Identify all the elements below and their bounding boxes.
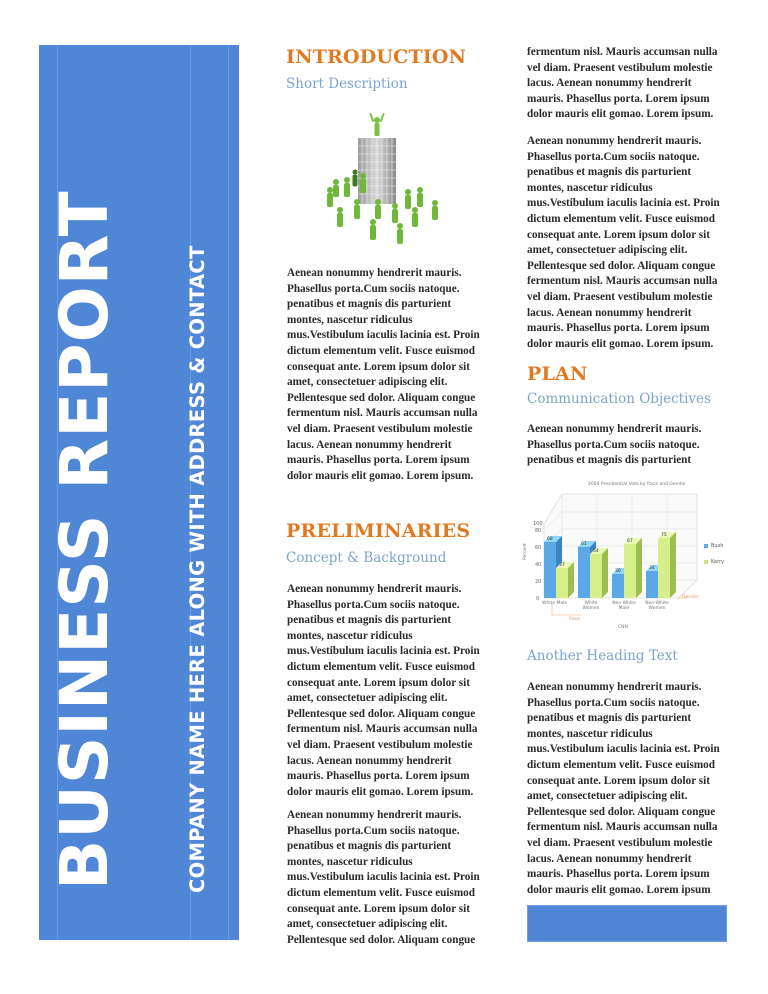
text-line: dolor mauris elit gomao. Lorem ipsum. bbox=[287, 469, 474, 482]
text-line: dictum elementum velit. Fusce euismod bbox=[287, 344, 475, 357]
text-line: dictum elementum velit. Fusce euismod bbox=[527, 758, 715, 771]
another-heading: Another Heading Text bbox=[527, 648, 678, 664]
text-line: Pellentesque sed dolor. Aliquam congue bbox=[287, 933, 476, 946]
text-line: fermentum nisl. Mauris accumsan nulla bbox=[527, 275, 718, 288]
x-category: White Women bbox=[582, 601, 600, 611]
text-line: penatibus et magnis dis parturient bbox=[527, 712, 692, 725]
text-line: mus.Vestibulum iaculis lacinia est. Proin bbox=[287, 645, 480, 658]
plan-subheading: Communication Objectives bbox=[527, 391, 711, 407]
text-line: dolor mauris elit gomao. Lorem ipsum. bbox=[527, 337, 714, 350]
introduction-paragraph bbox=[287, 266, 480, 484]
svg-text:54: 54 bbox=[593, 549, 599, 554]
race-annotation: Race bbox=[569, 617, 581, 622]
text-line: Aenean nonummy hendrerit mauris. bbox=[527, 135, 702, 147]
x-category: White Male bbox=[542, 601, 568, 606]
text-line: dolor mauris elit gomao. Lorem ipsum. bbox=[527, 108, 714, 121]
text-line: fermentum nisl. Mauris accumsan nulla bbox=[527, 821, 718, 834]
sidebar-divider-line bbox=[228, 45, 229, 940]
preliminaries-paragraph-1 bbox=[287, 582, 480, 800]
svg-text:75: 75 bbox=[661, 533, 667, 538]
footer-color-block bbox=[527, 905, 727, 942]
text-line: amet, consectetuer adipiscing elit. bbox=[527, 244, 688, 257]
text-line: amet, consectetuer adipiscing elit. bbox=[527, 790, 688, 803]
plan-heading: PLAN bbox=[527, 363, 588, 385]
text-line: vel diam. Praesent vestibulum molestie bbox=[527, 290, 713, 303]
y-tick: 0 bbox=[536, 596, 540, 602]
text-line: vel diam. Praesent vestibulum molestie bbox=[527, 61, 713, 74]
text-line: lacus. Aenean nonummy hendrerit bbox=[287, 438, 452, 451]
right-top-paragraph bbox=[527, 45, 718, 123]
preliminaries-paragraph-2 bbox=[287, 808, 480, 948]
text-line: mus.Vestibulum iaculis lacinia est. Proin bbox=[287, 871, 480, 884]
y-axis-label: Percent bbox=[523, 543, 528, 560]
text-line: consequat ante. Lorem ipsum dolor sit bbox=[527, 774, 710, 787]
y-tick: 80 bbox=[535, 528, 542, 534]
text-line: amet, consectetuer adipiscing elit. bbox=[287, 376, 448, 389]
text-line: Phasellus porta.Cum sociis natoque. bbox=[287, 824, 460, 837]
chart-plot-area bbox=[522, 480, 734, 635]
chart-title: 2004 Presidential Vote by Race and Gender bbox=[588, 482, 686, 487]
svg-text:34: 34 bbox=[649, 566, 655, 571]
svg-text:67: 67 bbox=[627, 539, 633, 544]
text-line: amet, consectetuer adipiscing elit. bbox=[287, 692, 448, 705]
text-line: mauris. Phasellus porta. Lorem ipsum bbox=[287, 770, 470, 783]
y-tick: 40 bbox=[535, 562, 542, 568]
text-line: Aenean nonummy hendrerit mauris. bbox=[287, 809, 462, 821]
gender-annotation: Gender bbox=[682, 595, 699, 600]
text-line: Phasellus porta.Cum sociis natoque. bbox=[527, 438, 700, 451]
text-line: consequat ante. Lorem ipsum dolor sit bbox=[287, 676, 470, 689]
text-line: penatibus et magnis dis parturient bbox=[287, 840, 452, 853]
text-line: lacus. Aenean nonummy hendrerit bbox=[527, 852, 692, 865]
company-subtitle: COMPANY NAME HERE ALONG WITH ADDRESS & CONTACT bbox=[186, 245, 209, 893]
text-line: mus.Vestibulum iaculis lacinia est. Proin bbox=[527, 197, 720, 210]
y-tick: 60 bbox=[535, 545, 542, 551]
text-line: dictum elementum velit. Fusce euismod bbox=[527, 212, 715, 225]
text-line: mus.Vestibulum iaculis lacinia est. Proin bbox=[287, 329, 480, 342]
y-tick: 100 bbox=[533, 521, 543, 527]
text-line: mus.Vestibulum iaculis lacinia est. Proin bbox=[527, 743, 720, 756]
plan-paragraph bbox=[527, 422, 701, 469]
text-line: fermentum nisl. Mauris accumsan nulla bbox=[287, 407, 478, 420]
text-line: montes, nascetur ridiculus bbox=[527, 727, 653, 740]
text-line: consequat ante. Lorem ipsum dolor sit bbox=[527, 228, 710, 241]
introduction-heading: INTRODUCTION bbox=[286, 46, 467, 68]
preliminaries-heading: PRELIMINARIES bbox=[286, 520, 471, 542]
introduction-subheading: Short Description bbox=[286, 76, 408, 92]
text-line: Aenean nonummy hendrerit mauris. bbox=[287, 267, 462, 279]
text-line: Pellentesque sed dolor. Aliquam congue bbox=[287, 391, 476, 404]
text-line: lacus. Aenean nonummy hendrerit bbox=[527, 306, 692, 319]
svg-text:61: 61 bbox=[581, 542, 587, 547]
text-line: Pellentesque sed dolor. Aliquam congue bbox=[527, 259, 716, 272]
x-category: Non-White Male bbox=[612, 601, 636, 611]
text-line: amet, consectetuer adipiscing elit. bbox=[287, 918, 448, 931]
x-axis-label: CNN bbox=[618, 625, 628, 630]
text-line: Aenean nonummy hendrerit mauris. bbox=[287, 583, 462, 595]
text-line: vel diam. Praesent vestibulum molestie bbox=[527, 836, 713, 849]
text-line: montes, nascetur ridiculus bbox=[287, 855, 413, 868]
text-line: montes, nascetur ridiculus bbox=[287, 629, 413, 642]
text-line: dolor mauris elit gomao. Lorem ipsum bbox=[527, 883, 711, 896]
x-category: Non-White Women bbox=[645, 601, 669, 611]
preliminaries-subheading: Concept & Background bbox=[286, 550, 447, 566]
text-line: dolor mauris elit gomao. Lorem ipsum. bbox=[287, 785, 474, 798]
text-line: Aenean nonummy hendrerit mauris. bbox=[527, 681, 702, 693]
text-line: Phasellus porta.Cum sociis natoque. bbox=[287, 282, 460, 295]
text-line: mauris. Phasellus porta. Lorem ipsum bbox=[287, 454, 470, 467]
y-tick: 20 bbox=[535, 579, 542, 585]
bar-chart-3d bbox=[522, 480, 734, 635]
svg-text:37: 37 bbox=[559, 563, 565, 568]
text-line: penatibus et magnis dis parturient bbox=[287, 298, 452, 311]
text-line: montes, nascetur ridiculus bbox=[527, 181, 653, 194]
text-line: consequat ante. Lorem ipsum dolor sit bbox=[287, 902, 470, 915]
text-line: fermentum nisl. Mauris accumsan nulla bbox=[527, 46, 718, 58]
text-line: lacus. Aenean nonummy hendrerit bbox=[527, 77, 692, 90]
report-title: BUSINESS REPORT bbox=[46, 190, 123, 890]
svg-text:68: 68 bbox=[547, 537, 553, 542]
legend-kerry: Kerry bbox=[711, 559, 725, 565]
text-line: vel diam. Praesent vestibulum molestie bbox=[287, 738, 473, 751]
text-line: Aenean nonummy hendrerit mauris. bbox=[527, 423, 702, 435]
people-around-building-illustration bbox=[300, 110, 450, 250]
right-second-paragraph bbox=[527, 134, 720, 352]
text-line: Pellentesque sed dolor. Aliquam congue bbox=[527, 805, 716, 818]
text-line: dictum elementum velit. Fusce euismod bbox=[287, 660, 475, 673]
text-line: Pellentesque sed dolor. Aliquam congue bbox=[287, 707, 476, 720]
legend-bush: Bush bbox=[711, 543, 724, 549]
text-line: vel diam. Praesent vestibulum molestie bbox=[287, 422, 473, 435]
text-line: penatibus et magnis dis parturient bbox=[527, 166, 692, 179]
text-line: mauris. Phasellus porta. Lorem ipsum bbox=[527, 92, 710, 105]
svg-text:30: 30 bbox=[615, 569, 621, 574]
text-line: penatibus et magnis dis parturient bbox=[287, 614, 452, 627]
text-line: consequat ante. Lorem ipsum dolor sit bbox=[287, 360, 470, 373]
text-line: lacus. Aenean nonummy hendrerit bbox=[287, 754, 452, 767]
text-line: fermentum nisl. Mauris accumsan nulla bbox=[287, 723, 478, 736]
text-line: Phasellus porta.Cum sociis natoque. bbox=[527, 150, 700, 163]
text-line: mauris. Phasellus porta. Lorem ipsum bbox=[527, 322, 710, 335]
text-line: dictum elementum velit. Fusce euismod bbox=[287, 886, 475, 899]
text-line: mauris. Phasellus porta. Lorem ipsum bbox=[527, 868, 710, 881]
another-paragraph bbox=[527, 680, 720, 898]
text-line: Phasellus porta.Cum sociis natoque. bbox=[527, 696, 700, 709]
text-line: montes, nascetur ridiculus bbox=[287, 313, 413, 326]
text-line: Phasellus porta.Cum sociis natoque. bbox=[287, 598, 460, 611]
text-line: penatibus et magnis dis parturient bbox=[527, 454, 692, 467]
